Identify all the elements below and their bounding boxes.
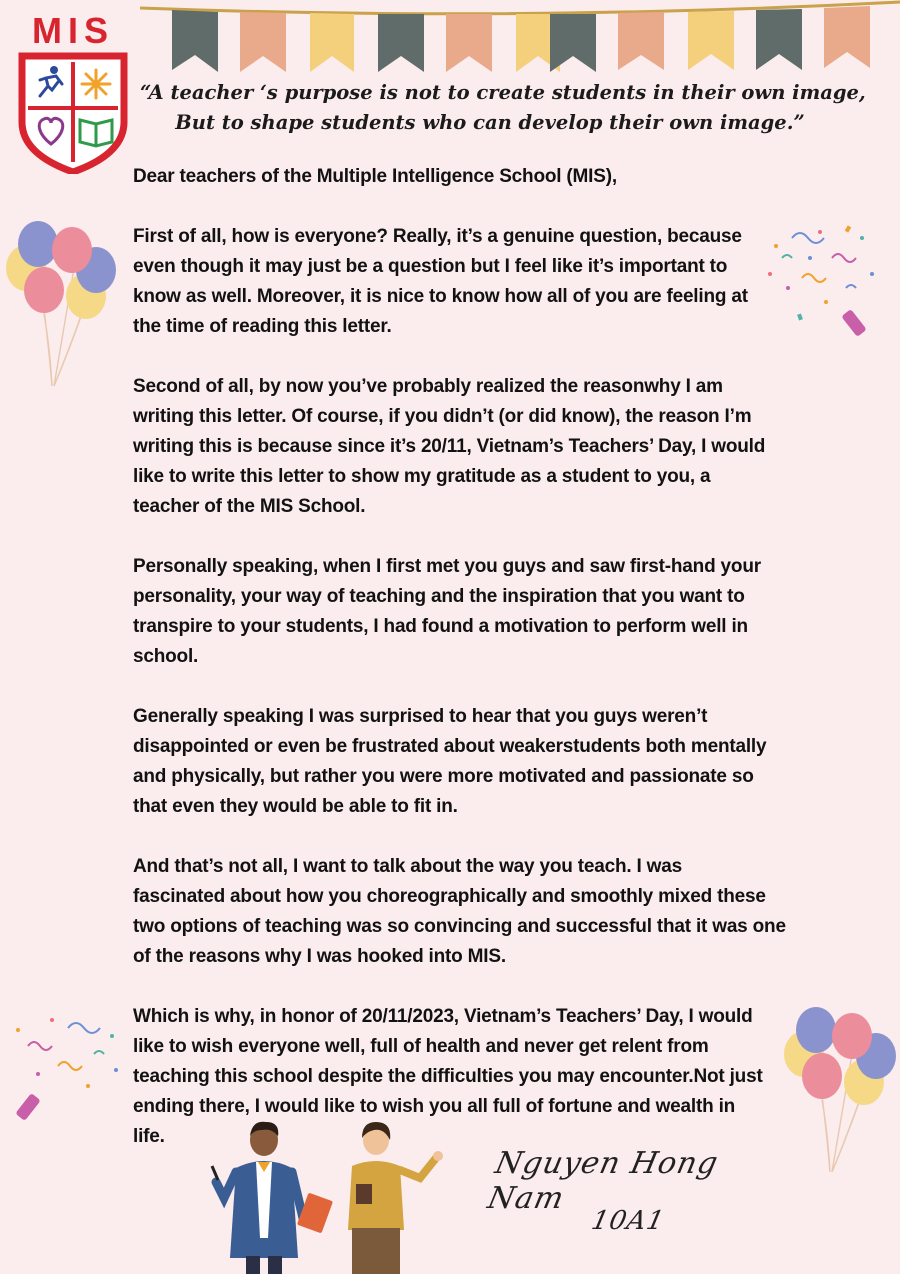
paragraph-5 <box>133 852 793 972</box>
quote-block <box>140 78 866 138</box>
text-line: of the reasons why I was hooked into MIS. <box>133 946 506 967</box>
text-line: like to wish everyone well, full of health and never get relent from <box>133 1036 709 1057</box>
text-line: writing this letter. Of course, if you didn’t (or did know), the reason I’m <box>133 406 752 427</box>
paragraph-1 <box>133 222 793 342</box>
text-line: like to write this letter to show my gratitude as a student to you, a <box>133 466 711 487</box>
text-line: even though it may just be a question but I feel like it’s important to <box>133 256 728 277</box>
text-line: know as well. Moreover, it is nice to know how all of you are feeling at <box>133 286 748 307</box>
quote-line-2: But to shape students who can develop their own image.” <box>175 111 805 134</box>
balloons-left-icon <box>4 218 124 388</box>
text-line: and physically, but rather you were more motivated and passionate so <box>133 766 754 787</box>
text-line: two options of teaching was so convincing and successful that it was one <box>133 916 786 937</box>
logo-text: MIS <box>31 10 114 51</box>
balloons-right-icon <box>782 1004 900 1174</box>
salutation-text: Dear teachers of the Multiple Intelligence School (MIS), <box>133 166 617 187</box>
text-line: Generally speaking I was surprised to hear that you guys weren’t <box>133 706 708 727</box>
text-line: First of all, how is everyone? Really, it’s a genuine question, because <box>133 226 742 247</box>
paragraph-2 <box>133 372 793 522</box>
salutation <box>133 162 793 192</box>
text-line: writing this is because since it’s 20/11, Vietnam’s Teachers’ Day, I would <box>133 436 766 457</box>
text-line: And that’s not all, I want to talk about the way you teach. I was <box>133 856 682 877</box>
paragraph-3 <box>133 552 793 672</box>
confetti-popper-left-icon <box>8 1010 128 1122</box>
text-line: fascinated about how you choreographically and smoothly mixed these <box>133 886 766 907</box>
text-line: teacher of the MIS School. <box>133 496 366 517</box>
shield-emblem-icon <box>18 52 128 174</box>
text-line: disappointed or even be frustrated about weakerstudents both mentally <box>133 736 767 757</box>
text-line: teaching this school despite the difficulties you may encounter.Not just <box>133 1066 763 1087</box>
quote-line-1: “A teacher ‘s purpose is not to create students in their own image, <box>140 81 866 104</box>
text-line: the time of reading this letter. <box>133 316 392 337</box>
text-line: transpire to your students, I had found a motivation to perform well in <box>133 616 748 637</box>
bunting-decoration <box>140 0 900 80</box>
paragraph-4 <box>133 702 793 822</box>
text-line: ending there, I would like to wish you all full of fortune and wealth in <box>133 1096 736 1117</box>
letter-body <box>133 162 793 1152</box>
text-line: school. <box>133 646 199 667</box>
signature-class: 10A1 <box>588 1206 668 1236</box>
signature-name: Nguyen Hong Nam <box>484 1146 722 1216</box>
text-line: that even they would be able to fit in. <box>133 796 458 817</box>
teachers-illustration-icon <box>206 1118 466 1274</box>
signature <box>484 1146 792 1236</box>
school-logo <box>14 8 132 176</box>
text-line: Personally speaking, when I first met you guys and saw first-hand your <box>133 556 761 577</box>
text-line: personality, your way of teaching and the inspiration that you want to <box>133 586 745 607</box>
text-line: life. <box>133 1126 165 1147</box>
text-line: Which is why, in honor of 20/11/2023, Vietnam’s Teachers’ Day, I would <box>133 1006 753 1027</box>
text-line: Second of all, by now you’ve probably realized the reasonwhy I am <box>133 376 723 397</box>
